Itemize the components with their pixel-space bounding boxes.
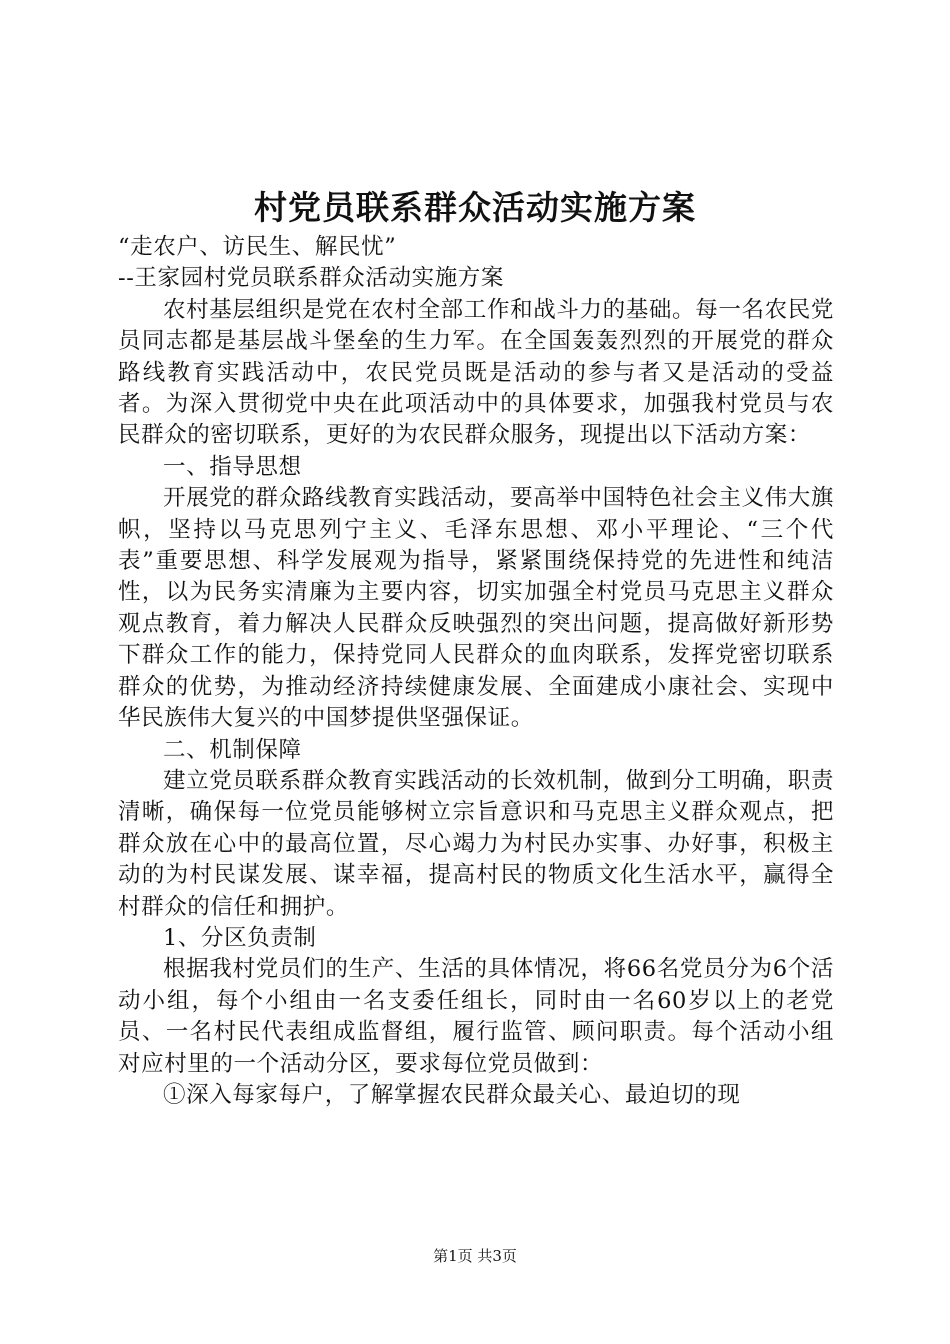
subtitle-dash: --王家园村党员联系群众活动实施方案 bbox=[118, 265, 505, 292]
page-footer: 第1页 共3页 bbox=[433, 1247, 517, 1265]
subtitle-quote: “走农户、访民生、解民忧” bbox=[118, 234, 397, 260]
section-heading-mechanism: 二、机制保障 bbox=[163, 736, 302, 763]
paragraph-zones: 根据我村党员们的生产、生活的具体情况，将66名党员分为6个活动小组，每个小组由一名支委任组长，同时由一名60岁以上的老党员、一名村民代表组成监督组，履行监管、顾问职责。每个活动小组对应村里的一个活动分区，要求每位党员做到： bbox=[118, 956, 834, 1077]
list-item-1: ①深入每家每户，了解掌握农民群众最关心、最迫切的现 bbox=[163, 1081, 741, 1108]
document-body bbox=[118, 232, 834, 1111]
document-title: 村党员联系群众活动实施方案 bbox=[254, 188, 696, 227]
paragraph-intro: 农村基层组织是党在农村全部工作和战斗力的基础。每一名农民党员同志都是基层战斗堡垒的生力军。在全国轰轰烈烈的开展党的群众路线教育实践活动中，农民党员既是活动的参与者又是活动的受益者。为深入贯彻党中央在此项活动中的具体要求，加强我村党员与农民群众的密切联系，更好的为农民群众服务，现提出以下活动方案： bbox=[118, 296, 834, 449]
section-heading-guiding-ideology: 一、指导思想 bbox=[163, 453, 302, 480]
paragraph-mechanism: 建立党员联系群众教育实践活动的长效机制，做到分工明确，职责清晰，确保每一位党员能够树立宗旨意识和马克思主义群众观点，把群众放在心中的最高位置，尽心竭力为村民办实事、办好事，积极主动的为村民谋发展、谋幸福，提高村民的物质文化生活水平，赢得全村群众的信任和拥护。 bbox=[118, 767, 834, 920]
subsection-heading-zones: 1、分区负责制 bbox=[163, 924, 317, 951]
paragraph-guiding-ideology: 开展党的群众路线教育实践活动，要高举中国特色社会主义伟大旗帜，坚持以马克思列宁主义、毛泽东思想、邓小平理论、“三个代表”重要思想、科学发展观为指导，紧紧围绕保持党的先进性和纯洁性，以为民务实清廉为主要内容，切实加强全村党员马克思主义群众观点教育，着力解决人民群众反映强烈的突出问题，提高做好新形势下群众工作的能力，保持党同人民群众的血肉联系，发挥党密切联系群众的优势，为推动经济持续健康发展、全面建成小康社会、实现中华民族伟大复兴的中国梦提供坚强保证。 bbox=[118, 485, 834, 732]
